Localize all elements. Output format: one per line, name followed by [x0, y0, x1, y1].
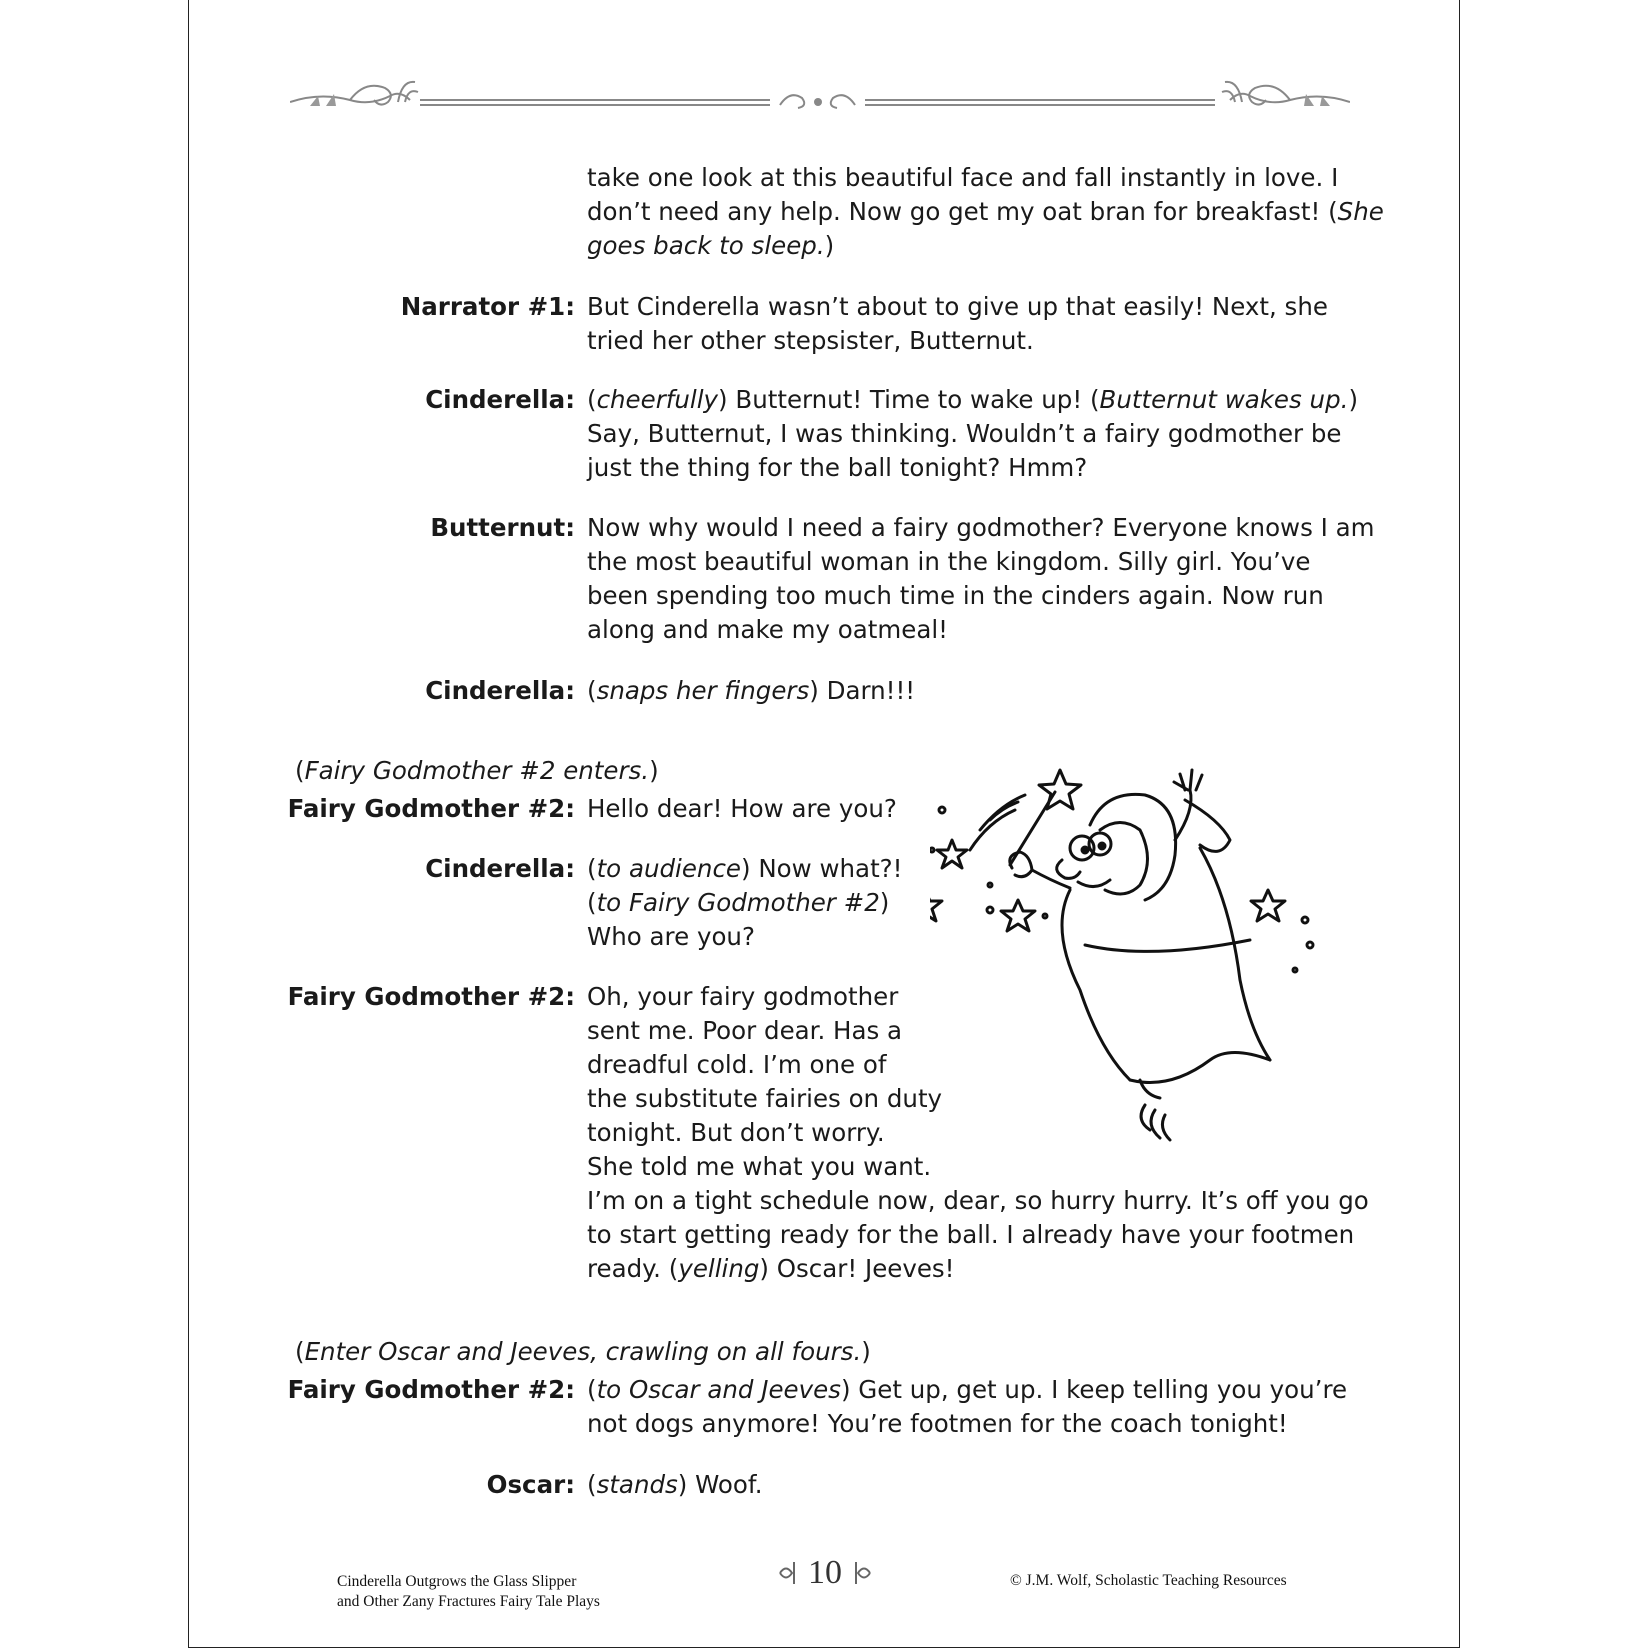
- page-number-text: 10: [808, 1554, 842, 1591]
- dialogue-block: [587, 383, 1358, 485]
- script-line: [587, 229, 1384, 263]
- dialogue-text: ) Butternut! Time to wake up! (: [718, 385, 1100, 414]
- dialogue-text: (: [295, 1336, 305, 1366]
- dialogue-text: along and make my oatmeal!: [587, 615, 948, 644]
- dialogue-text: the most beautiful woman in the kingdom. Silly girl. You’ve: [587, 547, 1311, 576]
- stage-direction-text: stands: [596, 1470, 678, 1499]
- speaker-name: Narrator #1:: [400, 292, 575, 321]
- script-line: [587, 1218, 1369, 1252]
- dialogue-text: Say, Butternut, I was thinking. Wouldn’t a fairy godmother be: [587, 419, 1342, 448]
- speaker-name: Fairy Godmother #2:: [287, 1375, 575, 1404]
- script-line: [587, 1150, 1369, 1184]
- script-line: [295, 1335, 871, 1369]
- stage-direction-text: goes back to sleep.: [587, 231, 825, 260]
- dialogue-text: to start getting ready for the ball. I already have your footmen: [587, 1220, 1355, 1249]
- stage-direction-text: Enter Oscar and Jeeves, crawling on all fours.: [304, 1336, 862, 1366]
- script-line: [587, 1407, 1347, 1441]
- stage-direction-text: yelling: [678, 1254, 760, 1283]
- script-line: [587, 920, 903, 954]
- speaker-name: Butternut:: [430, 513, 575, 542]
- dialogue-block: [587, 1373, 1347, 1441]
- script-line: [587, 290, 1328, 324]
- speaker-name: Cinderella:: [425, 854, 575, 883]
- stage-direction-text: to Oscar and Jeeves: [596, 1375, 841, 1404]
- dialogue-text: ) Woof.: [677, 1470, 763, 1499]
- script-line: [587, 545, 1375, 579]
- dialogue-text: Now why would I need a fairy godmother? Everyone knows I am: [587, 513, 1375, 542]
- dialogue-text: not dogs anymore! You’re footmen for the coach tonight!: [587, 1409, 1288, 1438]
- script-line: [587, 511, 1375, 545]
- script-line: [587, 579, 1375, 613]
- script-line: [587, 792, 897, 826]
- script-line: [587, 1252, 1369, 1286]
- stage-direction-text: to audience: [596, 854, 741, 883]
- script-line: [587, 324, 1328, 358]
- dialogue-text: ) Now what?!: [741, 854, 903, 883]
- dialogue-text: take one look at this beautiful face and fall instantly in love. I: [587, 163, 1339, 192]
- dialogue-text: Who are you?: [587, 922, 755, 951]
- dialogue-block: [587, 290, 1328, 358]
- script-line: [587, 886, 903, 920]
- dialogue-block: [587, 792, 897, 826]
- dialogue-block: [587, 161, 1384, 263]
- dialogue-text: just the thing for the ball tonight? Hmm?: [587, 453, 1088, 482]
- script-line: [587, 1184, 1369, 1218]
- dialogue-text: (: [587, 854, 597, 883]
- dialogue-text: Hello dear! How are you?: [587, 794, 897, 823]
- dialogue-text: ): [649, 755, 659, 785]
- script-line: [587, 417, 1358, 451]
- dialogue-text: I’m on a tight schedule now, dear, so hurry hurry. It’s off you go: [587, 1186, 1369, 1215]
- dialogue-text: (: [587, 888, 597, 917]
- footer-title-line: and Other Zany Fractures Fairy Tale Plays: [337, 1593, 600, 1610]
- dialogue-block: [587, 852, 903, 954]
- dialogue-text: don’t need any help. Now go get my oat bran for breakfast! (: [587, 197, 1338, 226]
- dialogue-text: ) Darn!!!: [809, 676, 916, 705]
- page-number: [772, 1550, 878, 1596]
- script-line: [587, 383, 1358, 417]
- speaker-name: Fairy Godmother #2:: [287, 794, 575, 823]
- script-line: [587, 852, 903, 886]
- dialogue-text: Oh, your fairy godmother: [587, 982, 899, 1011]
- stage-direction-text: Butternut wakes up.: [1099, 385, 1349, 414]
- dialogue-text: the substitute fairies on duty: [587, 1084, 943, 1113]
- dialogue-text: ready. (: [587, 1254, 679, 1283]
- script-line: [587, 451, 1358, 485]
- dialogue-text: tonight. But don’t worry.: [587, 1118, 885, 1147]
- stage-direction-text: snaps her fingers: [596, 676, 810, 705]
- dialogue-text: ) Oscar! Jeeves!: [759, 1254, 955, 1283]
- dialogue-block: [587, 511, 1375, 647]
- dialogue-text: sent me. Poor dear. Has a: [587, 1016, 903, 1045]
- dialogue-text: (: [587, 1470, 597, 1499]
- speaker-name: Fairy Godmother #2:: [287, 982, 575, 1011]
- script-line: [587, 613, 1375, 647]
- dialogue-text: She told me what you want.: [587, 1152, 932, 1181]
- script-line: [587, 161, 1384, 195]
- speaker-name: Oscar:: [486, 1470, 575, 1499]
- stage-direction-text: to Fairy Godmother #2: [596, 888, 880, 917]
- stage-direction-text: Fairy Godmother #2 enters.: [304, 755, 650, 785]
- dialogue-text: ): [824, 231, 835, 260]
- stage-direction-text: cheerfully: [596, 385, 719, 414]
- speaker-name: Cinderella:: [425, 385, 575, 414]
- speaker-name: Cinderella:: [425, 676, 575, 705]
- dialogue-text: (: [587, 385, 597, 414]
- dialogue-block: [587, 1468, 763, 1502]
- script-line: [587, 1373, 1347, 1407]
- fairy-godmother-illustration-icon: [930, 760, 1320, 1150]
- stage-direction-text: She: [1337, 197, 1384, 226]
- dialogue-text: (: [587, 676, 597, 705]
- footer-book-title: [337, 1572, 600, 1612]
- script-line: [587, 674, 915, 708]
- dialogue-block: [587, 674, 915, 708]
- dialogue-text: ) Get up, get up. I keep telling you you’re: [840, 1375, 1348, 1404]
- script-line: [587, 195, 1384, 229]
- dialogue-text: been spending too much time in the cinders again. Now run: [587, 581, 1324, 610]
- dialogue-text: dreadful cold. I’m one of: [587, 1050, 887, 1079]
- dialogue-text: ): [1348, 385, 1358, 414]
- dialogue-text: tried her other stepsister, Butternut.: [587, 326, 1034, 355]
- script-line: [587, 1468, 763, 1502]
- dialogue-text: (: [295, 755, 305, 785]
- footer-title-line: Cinderella Outgrows the Glass Slipper: [337, 1573, 577, 1590]
- dialogue-text: ): [861, 1336, 871, 1366]
- dialogue-text: (: [587, 1375, 597, 1404]
- dialogue-text: ): [879, 888, 890, 917]
- dialogue-text: But Cinderella wasn’t about to give up that easily! Next, she: [587, 292, 1328, 321]
- footer-copyright: © J.M. Wolf, Scholastic Teaching Resources: [1010, 1572, 1287, 1589]
- script-line: [295, 754, 659, 788]
